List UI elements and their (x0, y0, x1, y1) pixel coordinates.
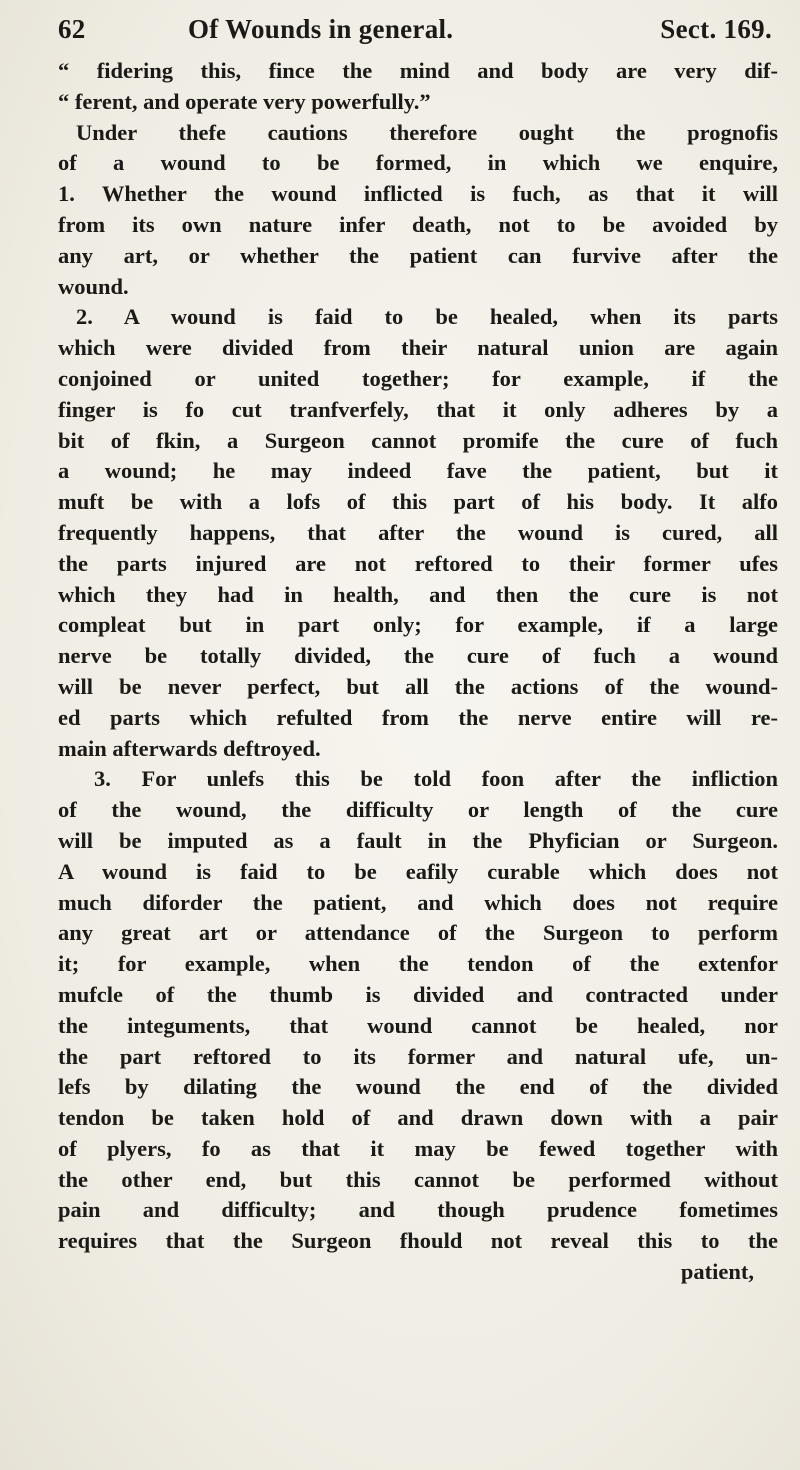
text-line: the integuments, that wound cannot be healed, nor (58, 1012, 778, 1038)
text-line: bit of fkin, a Surgeon cannot promife the cure of fuch (58, 427, 778, 453)
text-line: of the wound, the difficulty or length of the cure (58, 797, 778, 823)
running-title: Of Wounds in general. (188, 14, 454, 44)
text-line: 1. Whether the wound inflicted is fuch, as that it will (58, 181, 778, 207)
text-line: A wound is faid to be eafily curable which does not (58, 858, 778, 884)
text-line: finger is fo cut tranfverfely, that it only adheres by a (58, 396, 778, 422)
text-line: 3. For unlefs this be told foon after the infliction (94, 766, 778, 792)
text-line: from its own nature infer death, not to be avoided by (58, 211, 778, 237)
section-number: Sect. 169. (660, 14, 772, 44)
running-header (58, 14, 772, 54)
text-line: will be never perfect, but all the actions of the wound- (58, 673, 778, 699)
text-line: requires that the Surgeon fhould not reveal this to the (58, 1228, 778, 1254)
text-line: tendon be taken hold of and drawn down with a pair (58, 1105, 778, 1131)
text-line: pain and difficulty; and though prudence fometimes (58, 1197, 778, 1223)
text-line: any art, or whether the patient can furvive after the (58, 242, 778, 268)
text-line: lefs by dilating the wound the end of the divided (58, 1074, 778, 1100)
text-line: “ ferent, and operate very powerfully.” (58, 88, 431, 114)
body-text (58, 56, 778, 1288)
text-line: any great art or attendance of the Surgeon to perform (58, 920, 778, 946)
text-line: of a wound to be formed, in which we enquire, (58, 150, 778, 176)
page-number: 62 (58, 14, 86, 44)
text-line: 2. A wound is faid to be healed, when its parts (76, 304, 778, 330)
text-line: wound. (58, 273, 129, 299)
text-line: mufcle of the thumb is divided and contracted under (58, 981, 778, 1007)
text-line: nerve be totally divided, the cure of fuch a wound (58, 643, 778, 669)
text-line: the parts injured are not reftored to their former ufes (58, 550, 778, 576)
text-line: “ fidering this, fince the mind and body are very dif- (58, 58, 778, 83)
text-line: will be imputed as a fault in the Phyfician or Surgeon. (58, 827, 778, 853)
text-line: muft be with a lofs of this part of his body. It alfo (58, 489, 778, 515)
text-line: which were divided from their natural union are again (58, 335, 778, 361)
text-line: compleat but in part only; for example, if a large (58, 612, 778, 638)
text-line: ed parts which refulted from the nerve entire will re- (58, 704, 778, 730)
text-line: the other end, but this cannot be performed without (58, 1166, 778, 1192)
text-line: a wound; he may indeed fave the patient, but it (58, 458, 778, 484)
text-line: it; for example, when the tendon of the extenfor (58, 951, 778, 977)
text-line: which they had in health, and then the cure is not (58, 581, 778, 607)
text-line: main afterwards deftroyed. (58, 735, 321, 761)
text-line: of plyers, fo as that it may be fewed together with (58, 1135, 778, 1161)
text-line: conjoined or united together; for example, if the (58, 365, 778, 391)
catchword: patient, (680, 1259, 754, 1285)
text-line: Under thefe cautions therefore ought the prognofis (76, 119, 778, 145)
text-line: the part reftored to its former and natural ufe, un- (58, 1043, 778, 1069)
text-line: much diforder the patient, and which does not require (58, 889, 778, 915)
text-line: frequently happens, that after the wound is cured, all (58, 519, 778, 545)
